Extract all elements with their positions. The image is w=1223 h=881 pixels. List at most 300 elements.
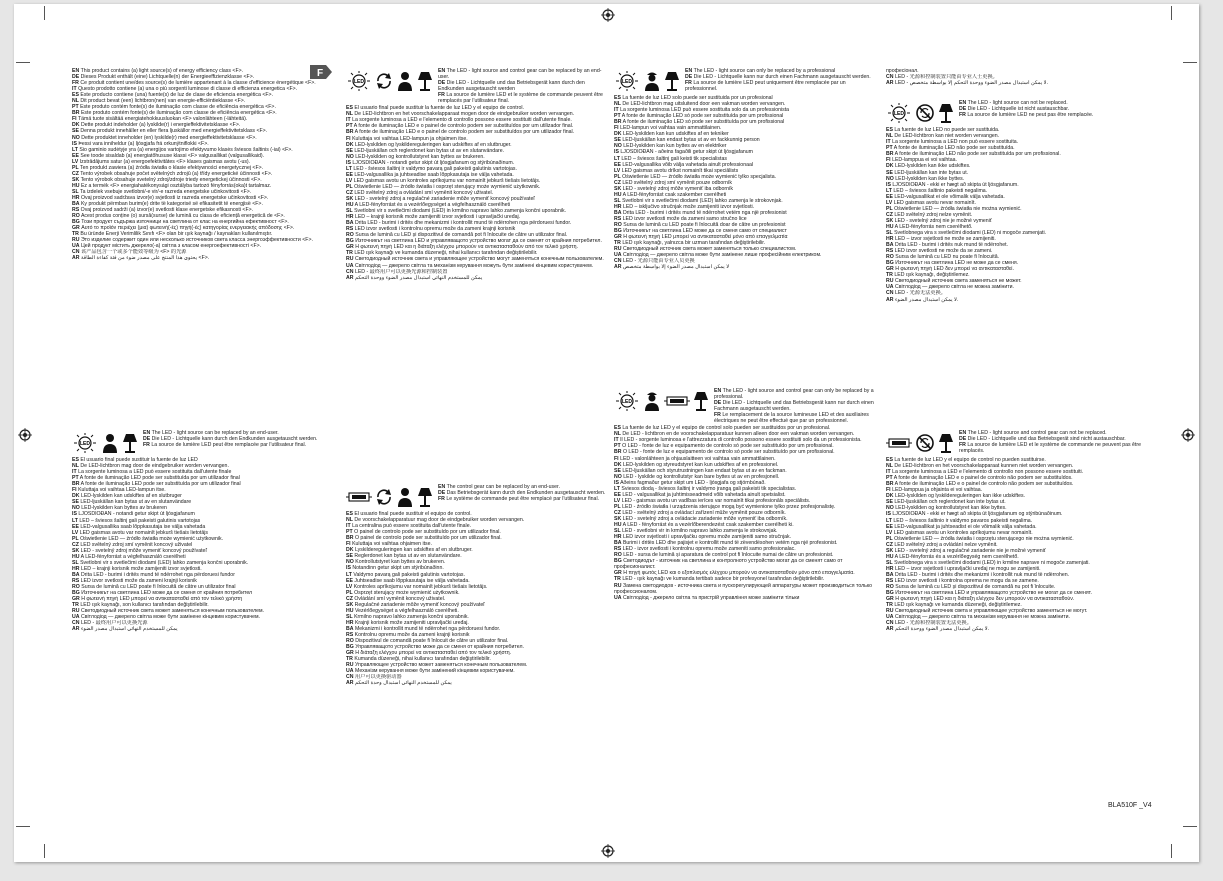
language-code: CN: [614, 258, 622, 265]
language-code: ES: [346, 511, 353, 518]
crop-mark: [44, 6, 45, 20]
language-code: DK: [72, 493, 80, 500]
line-text: LED - valonlähteen ja ohjauslaitteen voi vaihtaa vain ammattilainen.: [620, 455, 776, 462]
line-text: Η φωτεινή πηγή LED δεν μπορεί να αντικατασταθεί.: [895, 266, 1014, 273]
line-text: See toode sisaldab (a) energiatõhususe klassi <F> valgusallikat (valgusallikaid).: [80, 152, 265, 159]
line-text: Drita LED - burimi i dritës dhe mekanizmi i kontrollit nuk mund të ndërrohen.: [894, 571, 1070, 578]
language-code: BR: [614, 119, 622, 126]
line-text: LED - źródło światła i urządzenia sterujące mogą być wymienione tylko przez profesjonalistę.: [622, 503, 836, 510]
led-icon: [72, 432, 98, 456]
line-text: La source de lumière LED peut uniquement être remplacée par un professionnel.: [685, 80, 846, 93]
language-code: NL: [72, 98, 79, 105]
line-text: Svetlobnega vira s svetlečimi diodami (LED) ni mogoče zamenjati.: [894, 229, 1047, 236]
language-code: GR: [346, 650, 354, 657]
language-code: CZ: [346, 595, 353, 602]
line-text: LED-ljuskällan kan bytas ut av en slutanvändare: [80, 499, 192, 506]
language-code: FI: [346, 135, 351, 142]
language-code: IS: [886, 511, 891, 518]
header-text: [438, 68, 608, 104]
language-code: NO: [346, 559, 354, 566]
language-code: GR: [614, 570, 622, 577]
line-text: This product contains (a) light source(s) of energy efficiency class <F>.: [80, 68, 244, 74]
language-code: LT: [614, 485, 620, 492]
line-text: Ce produit contient une/des source(s) de lumière appartenant à la classe d'efficience énergétique <F>.: [80, 80, 316, 87]
line-text: Източникът на светлина LED може да се сменя само от специалист: [623, 228, 787, 235]
line-text: Oświetlenie LED — źródła światła i osprzętu sterującego nie można wymienić.: [894, 535, 1074, 542]
line-text: LED - ışık kaynağı ve kumanda tertibatı sadece bir profesyonel tarafından değiştirilebilir.: [622, 576, 825, 583]
language-code: NL: [886, 133, 893, 140]
line-text: LED světelný zdroj a ovládání nelze vyměnit.: [894, 541, 998, 548]
language-code: HR: [614, 203, 622, 210]
line-text: Η φωτεινή πηγή LED μπορεί να αντικατασταθεί από τον τελικό χρήστη: [81, 596, 243, 603]
header-text: [143, 430, 334, 448]
line-text: Oświetlenie LED — źródło światła i osprzęt sterujący może wymienić użytkownik.: [354, 183, 541, 190]
header-text: [714, 388, 876, 424]
language-code: DK: [614, 131, 622, 138]
language-code: DK: [886, 493, 894, 500]
line-text: Ta izdelek vsebuje svetlobni/-e vir/-e razreda energetske učinkovitosti <F>.: [80, 188, 252, 195]
line-text: Tento výrobek obsahuje počet světelných zdrojů (a) třídy energetické účinnosti <F>.: [80, 170, 273, 177]
line-text: Управляващото устройство може да се сменя от крайния потребител.: [355, 644, 524, 651]
line-text: Die LED - Lichtquelle kann durch den Endkunden ausgetauscht werden.: [151, 436, 318, 443]
line-text: LED-lamppua ja ohjainta ei voi vaihtaa.: [892, 487, 983, 494]
language-code: NO: [886, 505, 894, 512]
line-text: LED-lamppua ei voi vaihtaa.: [892, 157, 957, 164]
language-code: CZ: [614, 179, 621, 186]
language-code: CN: [886, 74, 894, 81]
text-line: [614, 583, 876, 595]
line-text: Drita LED - burimi i dritës dhe mekanizmi i kontrollit mund të ndërrohen nga përdoruesi fundor.: [354, 220, 572, 227]
language-code: AR: [346, 274, 354, 281]
language-code: RU: [614, 582, 622, 589]
language-code: PT: [614, 443, 621, 450]
language-code: PT: [346, 529, 353, 536]
language-code: SL: [886, 229, 893, 236]
text-line: [959, 112, 1148, 118]
language-code: NL: [346, 517, 353, 524]
text-line: [614, 558, 876, 570]
language-code: SE: [886, 499, 893, 506]
language-code: CZ: [886, 541, 893, 548]
line-text: De LED-lichtbron kan niet worden vervangen.: [894, 133, 1000, 140]
line-text: LED-lampun voi vaihtaa vain ammattilainen.: [620, 125, 722, 132]
line-text: Die LED - Lichtquelle kann nur durch einen Fachmann ausgetauscht werden.: [693, 74, 871, 81]
line-text: Drita LED - burimi i dritës mund të ndërrohet vetëm nga një profesionist: [622, 209, 787, 216]
line-text: LED-lyskilden kan kun udskiftes af en tekniker: [622, 131, 729, 138]
language-code: BR: [346, 535, 354, 542]
language-code: CZ: [72, 170, 79, 177]
language-code: PT: [72, 475, 79, 482]
line-text: A fonte de iluminação LED não pode ser substituída por um profissional.: [894, 151, 1061, 158]
registration-mark-icon: [601, 8, 615, 22]
language-code: EN: [714, 388, 722, 394]
line-text: يحتوي هذا المنتج على مصدر ضوء من فئة كفاءة الطاقة <F>.: [80, 255, 210, 262]
language-code: BG: [886, 590, 894, 597]
language-code: EE: [886, 523, 893, 530]
text-column-2: [346, 68, 608, 690]
line-text: The LED - light source and control gear can be replaced by an end-user.: [438, 68, 602, 81]
language-code: ES: [886, 127, 893, 134]
line-text: LED-lyskilden kan udskiftes af en slutbruger: [80, 493, 182, 500]
language-code: UA: [346, 668, 354, 675]
language-code: BA: [886, 571, 894, 578]
line-text: The LED - light source can be replaced by an end-user.: [151, 430, 279, 436]
language-code: RU: [346, 256, 354, 263]
language-code: FR: [959, 442, 966, 449]
line-text: Източникът на светлина LED не може да се сменя.: [895, 260, 1019, 267]
line-text: Dette produktet inneholder (en) lyskilde(r) med energieffektivitetsklasse <F>.: [81, 134, 257, 141]
text-block-col4-b: [886, 430, 1148, 632]
worker-icon: [643, 390, 661, 414]
line-text: يمكن للمستخدم النهائي استبدال مصدر الضوء ووحدة التحكم: [354, 274, 483, 281]
text-column-4: [886, 68, 1148, 636]
language-code: FR: [72, 80, 79, 87]
language-code: CN: [346, 674, 354, 681]
line-text: LED – izvor svjetlosti i upravljački uređaj ne mogu se zamijeniti.: [894, 565, 1041, 572]
language-code: LV: [346, 177, 353, 184]
language-code: PL: [886, 205, 893, 212]
language-code: ES: [614, 95, 621, 102]
icon-group: [614, 68, 680, 94]
language-code: AR: [886, 296, 894, 303]
line-text: LED - svetelný zdroj a regulačné zariadenie môže vymeniť koncový používateľ: [354, 195, 535, 202]
language-code: EE: [72, 523, 79, 530]
line-text: La source de lumière LED peut être remplacée par l'utilisateur final.: [151, 442, 307, 449]
led-icon: [614, 390, 640, 414]
language-code: DK: [346, 141, 354, 148]
line-text: LED-lyskilden og kontrollutstyret kan ikke byttes.: [895, 505, 1007, 512]
line-text: Kumanda düzeneği, nihai kullanıcı tarafından değiştirilebilir.: [354, 656, 491, 663]
text-line: [438, 68, 608, 80]
line-text: A fonte de iluminação LED só pode ser substituída por um profissional: [621, 113, 784, 120]
lamp-icon: [693, 390, 709, 414]
language-code: PT: [886, 145, 893, 152]
language-code: FI: [72, 487, 77, 494]
language-code: PL: [346, 183, 353, 190]
line-text: LED izvor svetlosti može da zameni krajnji korisnik: [80, 577, 197, 584]
language-code: HR: [614, 534, 622, 541]
language-code: HU: [72, 182, 80, 189]
line-text: La sorgente luminosa a LED può essere sostituita dall'utente finale: [78, 469, 232, 476]
line-text: Ky produkt përmban burim(e) drite të kategorisë së efikasitetit të energjisë <F>.: [80, 201, 263, 208]
line-text: Dit product bevat (een) lichtbron(nen) van energie-efficiëntieklasse <F>.: [80, 98, 246, 105]
language-code: IT: [72, 469, 77, 476]
language-code: NO: [72, 505, 80, 512]
language-code: SL: [614, 528, 621, 535]
svg-text:LED: LED: [622, 79, 632, 85]
line-text: LED-ljuskällan kan endast bytas ut av en fackkunnig person: [622, 137, 760, 144]
line-text: Krajnji korisnik može zamijeniti upravljački uređaj.: [354, 619, 469, 626]
line-text: LED-lyskilden og kontrollutstyret kan byttes av brukeren.: [355, 153, 485, 160]
language-code: GR: [346, 244, 354, 251]
language-code: LT: [72, 517, 78, 524]
language-code: NL: [886, 463, 893, 470]
line-text: Kuluttaja voi vaihtaa ohjaimen itse.: [352, 541, 432, 548]
language-code: IT: [614, 107, 619, 114]
line-text: LED-lyskilden og lyskildereguleringen kan udskiftes af en slutbruger.: [354, 141, 512, 148]
language-code: BR: [614, 449, 622, 456]
line-text: Notandinn getur skipt um stýribúnaðinn.: [352, 565, 444, 572]
lamp-icon: [938, 432, 954, 456]
language-code: LT: [346, 571, 352, 578]
line-text: Механізм керування може бути замінений кінцевим користувачем.: [354, 668, 515, 675]
language-code: UA: [72, 243, 80, 250]
language-code: CN: [72, 620, 80, 627]
text-line: [346, 275, 608, 281]
language-code: RU: [72, 237, 80, 244]
language-code: DE: [143, 436, 151, 443]
line-text: Oświetlenie LED — źródła światła nie można wymienić.: [894, 205, 1022, 212]
language-code: AR: [614, 264, 622, 271]
language-code: BG: [346, 644, 354, 651]
header-text: [438, 484, 608, 502]
line-text: LED-ljuskällan och reglerdonet kan inte bytas ut.: [894, 499, 1006, 506]
line-text: Þessi vara inniheldur (a) ljósgjafa frá orkunýtniflokki <F>.: [78, 140, 209, 147]
language-code: TR: [346, 250, 353, 257]
line-text: LED-valgusallika saab lõppkasutaja ise välja vahetada: [80, 523, 206, 530]
language-code: SE: [614, 137, 621, 144]
language-code: PT: [346, 123, 353, 130]
language-code: CZ: [614, 509, 621, 516]
language-code: HU: [614, 191, 622, 198]
language-code: HR: [346, 619, 354, 626]
language-code: DE: [438, 490, 446, 497]
text-line: [714, 400, 876, 412]
crop-mark: [1183, 62, 1197, 63]
line-text: La sorgente luminosa a LED e l'elemento di controllo possono essere sostituiti dall'utente finale.: [352, 117, 572, 124]
lamp-icon: [417, 486, 433, 510]
language-code: UA: [886, 614, 894, 621]
line-text: LED - svetelný zdroj môže vymeniť iba odborník: [622, 185, 734, 192]
line-text: Ovaj proizvod sadrži (a) izvor(e) svetlosti klase energetske efikasnosti <F>.: [80, 207, 254, 214]
line-text: Das Betriebsgerät kann durch den Endkunden ausgetauscht werden.: [446, 490, 606, 497]
block-header: [72, 430, 334, 456]
language-code: NO: [614, 143, 622, 150]
language-code: SK: [886, 547, 894, 554]
language-code: SE: [72, 128, 79, 135]
line-text: Kuluttaja voi vaihtaa LED-lampun itse.: [78, 487, 166, 494]
document-code: BLA510F _V4: [1108, 802, 1152, 809]
language-code: BR: [886, 151, 894, 158]
line-text: لا يمكن استبدال مصدر الضوء إلا بواسطة متخصص: [622, 264, 730, 271]
language-code: EN: [685, 68, 693, 74]
language-code: BG: [72, 590, 80, 597]
line-text: LED gaismas avotu un kontroles aprīkojumu nevar nomainīt.: [893, 529, 1033, 536]
line-text: Світлодіод - джерело світла та пристрій управління може замінити тільки: [622, 594, 800, 601]
text-column-3: [614, 68, 876, 605]
language-code: ES: [614, 425, 621, 432]
line-text: LED-lyskilden kan kun byttes av en elektriker: [623, 143, 727, 150]
line-text: LED-ljuskällan och reglerdonet kan bytas ut av en slutanvändare.: [354, 147, 505, 154]
language-code: GR: [72, 225, 80, 232]
line-text: Denna produkt innehåller en eller flera ljuskällor med energieffektivitetsklass <F>.: [80, 128, 268, 135]
line-text: Dispozitivul de comandă poate fi înlocuit de către un utilizator final.: [355, 638, 509, 645]
line-text: Drita LED - burimi i dritës nuk mund të ndërrohet.: [894, 242, 1008, 249]
line-text: O painel de controlo pode ser substituído por um utilizador final.: [354, 529, 501, 536]
language-code: SE: [346, 147, 353, 154]
language-code: FR: [685, 80, 692, 87]
block-header: [886, 100, 1148, 126]
language-code: UA: [886, 284, 894, 291]
language-code: TR: [346, 656, 353, 663]
language-code: AR: [72, 255, 80, 262]
language-code: SL: [614, 197, 621, 204]
line-text: Tento výrobok obsahuje svetelný zdroj/zdroje triedy energetickej účinnosti <F>.: [80, 176, 262, 183]
language-code: PL: [614, 503, 621, 510]
language-code: IT: [72, 86, 77, 93]
line-text: LED - izvor svetlosti i kontrolnu opremu može zameniti samo profesionalac.: [622, 546, 796, 553]
line-text: A fonte de iluminação LED pode ser substituída por um utilizador final: [80, 481, 241, 488]
line-text: Krmilno napravo lahko zamenja končni uporabnik.: [354, 613, 469, 620]
line-text: The control gear can be replaced by an end-user.: [446, 484, 560, 490]
language-code: RU: [346, 662, 354, 669]
language-code: DE: [959, 106, 967, 113]
line-text: A LED-fényforrást és a vezérlőegységet a végfelhasználó cserélheti: [354, 202, 511, 209]
line-text: Oświetlenie LED — źródło światła może wymienić tylko specjalista.: [622, 173, 777, 180]
language-code: BA: [614, 209, 622, 216]
language-code: ES: [72, 457, 79, 464]
line-text: Sursa de lumină cu LED nu poate fi înlocuită.: [895, 254, 1000, 261]
language-code: IS: [72, 140, 77, 147]
language-code: HR: [886, 236, 894, 243]
language-code: RU: [886, 608, 894, 615]
lamp-icon: [664, 70, 680, 94]
language-code: RU: [72, 608, 80, 615]
language-code: IS: [72, 511, 77, 518]
line-text: A fonte de iluminação LED e o painel de controlo não podem ser substituídos.: [894, 481, 1074, 488]
line-text: يمكن للمستخدم النهائي استبدال وحدة التحكم: [354, 680, 452, 687]
line-text: A LED-fényforrás és a vezérlőegység nem cserélhető.: [894, 553, 1019, 560]
line-text: Osprzęt sterujący może wymienić użytkownik.: [354, 589, 460, 596]
line-text: Burimi i dritës LED dhe pajisjet e kontrollit mund të zëvendësohen vetëm nga një profesionist.: [622, 540, 838, 547]
language-code: LV: [614, 497, 621, 504]
language-code: GR: [614, 234, 622, 241]
line-text: O painel de controlo pode ser substituído por um utilizador final.: [354, 535, 502, 542]
line-text: Αυτό το προϊόν περιέχει (μια) φωτεινή(-ές) πηγή(-ές) κατηγορίας ενεργειακής απόδοσης <F>.: [81, 225, 295, 232]
language-code: NO: [346, 153, 354, 160]
language-code: RS: [72, 577, 80, 584]
line-text: Valdymo pavarą gali pakeisti galutinis vartotojas.: [353, 571, 465, 578]
language-code: SL: [886, 559, 893, 566]
language-code: CN: [886, 290, 894, 297]
language-code: EN: [143, 430, 151, 436]
line-text: De voorschakelapparatuur mag door de eindgebruiker worden vervangen.: [354, 517, 525, 524]
line-text: LED ışık kaynağı, yalnızca bir uzman tarafından değiştirilebilir.: [622, 240, 766, 247]
language-code: GR: [72, 596, 80, 603]
language-code: RS: [346, 631, 354, 638]
language-code: HU: [886, 223, 894, 230]
no-replace-icon: [915, 433, 935, 455]
line-text: LED ışık kaynağı, değiştirilemez.: [894, 272, 970, 279]
text-line: [72, 255, 334, 261]
registration-mark-icon: [601, 844, 615, 858]
line-text: The LED - light source and control gear can only be replaced by a professional.: [714, 388, 874, 401]
line-text: Светодиодный источник света и управляющее устройство могут заменяться конечным пользователем.: [354, 256, 604, 263]
line-text: Източникът на светлина LED и управляващото устройство не могат да се сменят.: [895, 590, 1092, 597]
line-text: Izstrādājums satur (a) energoefektivitātes <F> klases gaismas avotu (-us).: [79, 158, 251, 165]
line-text: LED - svetlobni vir in krmilno napravo lahko zamenja le strokovnjak.: [622, 528, 778, 535]
line-text: LED - valgusallikat ja juhtimisseadmeid võib vahetada ainult spetsialist.: [622, 491, 786, 498]
line-text: The LED - light source and control gear can not be replaced.: [967, 430, 1107, 436]
language-code: LT: [72, 146, 78, 153]
line-text: La source de lumière LED et le système de commande peuvent être remplacés par l'utilisateur final.: [438, 92, 603, 105]
language-code: SK: [346, 195, 354, 202]
language-code: PL: [346, 589, 353, 596]
line-text: LED - 光源无法更换。: [894, 290, 946, 297]
language-code: LV: [72, 158, 79, 165]
line-text: Kuluttaja voi vaihtaa LED-lampun ja ohjaimen itse.: [352, 135, 468, 142]
icon-group: [346, 484, 433, 510]
language-code: RS: [614, 215, 622, 222]
line-text: De LED-lichtbron mag uitsluitend door een vakman worden vervangen.: [622, 101, 786, 108]
language-code: LT: [346, 165, 352, 172]
lamp-icon: [122, 432, 138, 456]
line-text: Світлодіод — джерело світла та механізм керування можуть бути замінені кінцевим користувачем.: [354, 262, 594, 269]
language-code: RU: [886, 278, 894, 285]
line-text: Η φωτεινή πηγή LED μπορεί να αντικατασταθεί μόνο από επαγγελματία: [623, 234, 788, 241]
line-text: LED-ljuskällan och styrutrustningen kan endast bytas ut av en fackman.: [622, 467, 787, 474]
line-text: Ez a termék <F> energiahatékonysági osztályba tartozó fényforrás(oka)t tartalmaz.: [80, 182, 272, 189]
line-text: LED ışık kaynağı, son kullanıcı tarafından değiştirilebilir.: [80, 602, 209, 609]
language-code: PT: [72, 104, 79, 111]
language-code: SK: [72, 176, 80, 183]
line-text: Regulačné zariadenie môže vymeniť koncový používateľ: [354, 601, 485, 608]
language-code: LV: [346, 583, 353, 590]
language-code: IT: [886, 469, 891, 476]
language-code: FI: [886, 157, 891, 164]
language-code: IT: [886, 139, 891, 146]
language-code: RU: [614, 246, 622, 253]
line-text: Світлодіод — джерело світла може бути замінене лише професійним електриком.: [622, 252, 822, 259]
language-code: FR: [438, 92, 445, 99]
language-code: EN: [438, 484, 446, 490]
line-text: La fuente de luz LED y el equipo de control no pueden sustituirse.: [894, 457, 1046, 464]
language-code: EN: [72, 68, 80, 74]
language-code: RO: [886, 584, 894, 591]
language-code: PT: [614, 113, 621, 120]
language-code: DK: [346, 547, 354, 554]
language-code: SK: [886, 217, 894, 224]
language-code: BR: [886, 481, 894, 488]
text-block-col2-a: [346, 68, 608, 281]
line-text: LED - svetelný zdroj a ovládacie zariadenie môže vymeniť iba odborník.: [622, 515, 788, 522]
line-text: LED izvor svetlosti i kontrolna oprema ne mogu da se zamene.: [894, 577, 1039, 584]
crop-mark: [44, 844, 45, 858]
language-code: BG: [72, 219, 80, 226]
header-text: [685, 68, 876, 92]
line-text: De LED - lichtbron en de voorschakelapparatuur kunnen alleen door een vakman worden vervangen.: [622, 431, 855, 438]
language-code: DK: [72, 122, 80, 129]
line-text: LJÓSDÍÓÐAN - notandi getur skipt út ljósgjafanum og stýribúnaðinum.: [352, 159, 515, 166]
icon-group: [614, 388, 709, 414]
language-code: SL: [346, 208, 353, 215]
line-text: La sorgente luminosa a LED non può essere sostituita.: [892, 139, 1019, 146]
line-text: Kontrollutstyret kan byttes av brukeren.: [355, 559, 446, 566]
language-code: AR: [886, 80, 894, 87]
language-code: LV: [886, 199, 893, 206]
line-text: De LED-lichtbron mag door de eindgebruiker worden vervangen.: [80, 463, 229, 470]
language-code: BR: [72, 110, 80, 117]
line-text: LED - 光源只能由专业人员更换: [622, 258, 695, 265]
line-text: Este producto contiene (una) fuente(s) de luz de clase de eficiencia energética <F>.: [80, 92, 274, 99]
line-text: Lyskildereguleringen kan udskiftes af en slutbruger.: [354, 547, 473, 554]
language-code: NL: [346, 111, 353, 118]
line-text: LED - 最终用户可以更换光源和控制装置: [354, 268, 448, 275]
person-icon: [101, 432, 119, 456]
line-text: Η πηγή φωτός LED και ο εξοπλισμός ελέγχου μπορούν να αντικατασταθούν μόνο από επαγγελματία.: [623, 570, 855, 577]
line-text: Este produto contém fonte(s) de iluminação com classe de eficiência energética <F>.: [80, 110, 277, 117]
language-code: BA: [346, 625, 354, 632]
